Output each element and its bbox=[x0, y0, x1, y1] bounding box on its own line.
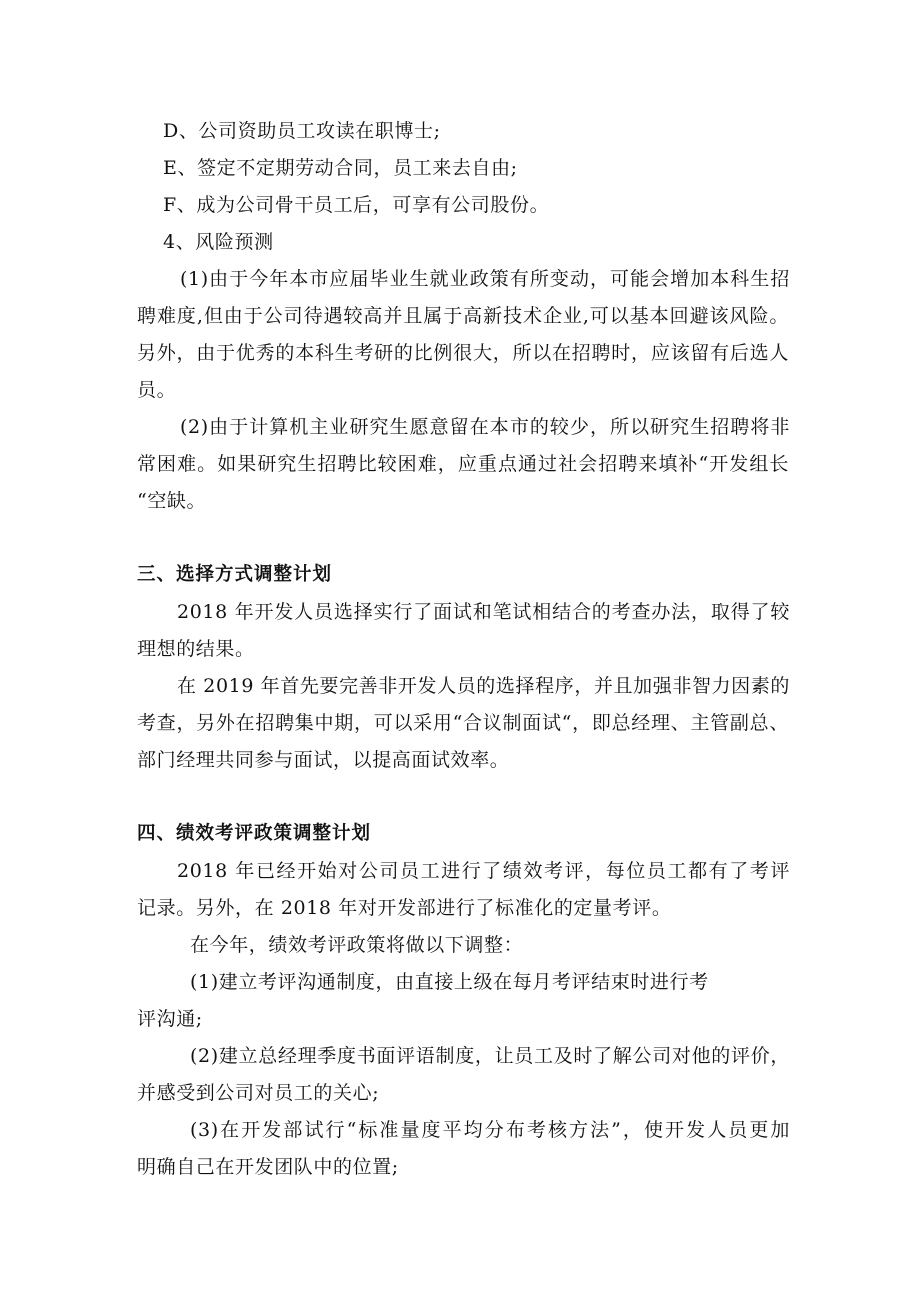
adjustment-item-2-line-2: 并感受到公司对员工的关心; bbox=[137, 1082, 380, 1104]
benefit-item-e: E、签定不定期劳动合同，员工来去自由; bbox=[163, 157, 518, 179]
selection-paragraph-2-line-2: 考查，另外在招聘集中期，可以采用“合议制面试“，即总经理、主管副总、 bbox=[137, 712, 789, 734]
risk-paragraph-1-line-4: 员。 bbox=[137, 379, 177, 401]
subsection-risk-forecast: 4、风险预测 bbox=[163, 231, 274, 253]
benefit-item-d: D、公司资助员工攻读在职博士; bbox=[163, 120, 441, 142]
adjustment-item-1-line-1: (1)建立考评沟通制度，由直接上级在每月考评结束时进行考 bbox=[190, 971, 709, 993]
selection-paragraph-1-line-1: 2018 年开发人员选择实行了面试和笔试相结合的考查办法，取得了较 bbox=[177, 601, 790, 623]
adjustment-item-3-line-1: (3)在开发部试行“标准量度平均分布考核方法”，使开发人员更加 bbox=[190, 1119, 790, 1141]
benefit-item-f: F、成为公司骨干员工后，可享有公司股份。 bbox=[163, 194, 550, 216]
risk-paragraph-1-line-1: (1)由于今年本市应届毕业生就业政策有所变动，可能会增加本科生招 bbox=[180, 268, 790, 290]
performance-paragraph-2: 在今年，绩效考评政策将做以下调整： bbox=[190, 934, 524, 956]
section-heading-selection: 三、选择方式调整计划 bbox=[137, 564, 333, 585]
adjustment-item-3-line-2: 明确自己在开发团队中的位置; bbox=[137, 1156, 399, 1178]
risk-paragraph-1-line-2: 聘难度,但由于公司待遇较高并且属于高新技术企业,可以基本回避该风险。 bbox=[137, 305, 789, 327]
selection-paragraph-2-line-1: 在 2019 年首先要完善非开发人员的选择程序，并且加强非智力因素的 bbox=[177, 675, 790, 697]
risk-paragraph-2-line-3: “空缺。 bbox=[137, 490, 207, 512]
performance-paragraph-1-line-1: 2018 年已经开始对公司员工进行了绩效考评，每位员工都有了考评 bbox=[177, 860, 790, 882]
selection-paragraph-2-line-3: 部门经理共同参与面试，以提高面试效率。 bbox=[137, 749, 510, 771]
risk-paragraph-1-line-3: 另外，由于优秀的本科生考研的比例很大，所以在招聘时，应该留有后选人 bbox=[137, 342, 789, 364]
adjustment-item-2-line-1: (2)建立总经理季度书面评语制度，让员工及时了解公司对他的评价， bbox=[190, 1045, 790, 1067]
section-heading-performance: 四、绩效考评政策调整计划 bbox=[137, 823, 372, 844]
selection-paragraph-1-line-2: 理想的结果。 bbox=[137, 638, 255, 660]
risk-paragraph-2-line-1: (2)由于计算机主业研究生愿意留在本市的较少，所以研究生招聘将非 bbox=[180, 416, 790, 438]
performance-paragraph-1-line-2: 记录。另外，在 2018 年对开发部进行了标准化的定量考评。 bbox=[137, 897, 672, 919]
risk-paragraph-2-line-2: 常困难。如果研究生招聘比较困难，应重点通过社会招聘来填补“开发组长 bbox=[137, 453, 789, 475]
adjustment-item-1-line-2: 评沟通; bbox=[137, 1008, 203, 1030]
